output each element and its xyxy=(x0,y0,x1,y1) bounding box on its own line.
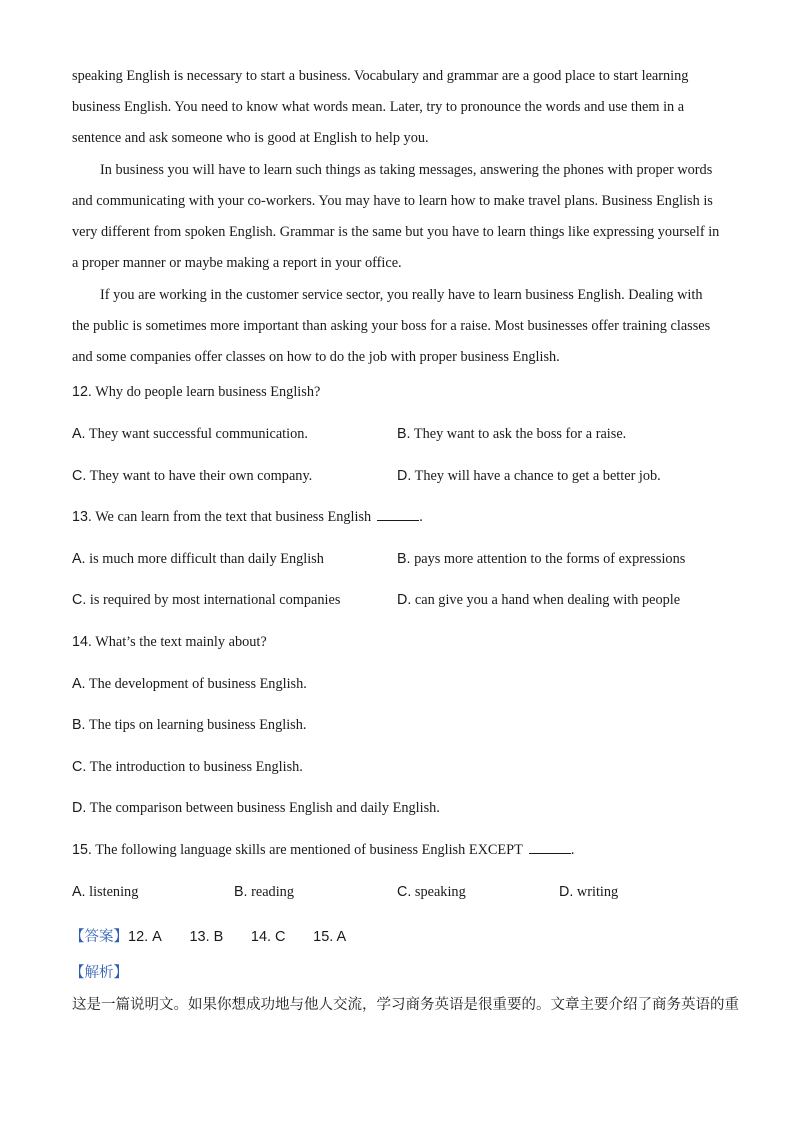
option-12-b xyxy=(397,426,626,443)
option-letter: A. xyxy=(72,676,86,692)
option-14-a xyxy=(72,676,307,693)
option-text: They will have a chance to get a better job. xyxy=(414,468,661,484)
option-letter: C. xyxy=(397,884,412,900)
option-12-d xyxy=(397,468,661,485)
question-12 xyxy=(72,384,320,401)
option-13-c xyxy=(72,592,340,609)
question-number: 13. xyxy=(72,509,92,525)
option-text: pays more attention to the forms of expressions xyxy=(414,551,686,567)
option-15-b xyxy=(234,884,294,901)
option-text: is much more difficult than daily English xyxy=(89,551,324,567)
option-14-d xyxy=(72,800,440,817)
option-letter: B. xyxy=(397,426,411,442)
question-13 xyxy=(72,509,423,526)
answer-label: 【答案】 xyxy=(70,929,128,945)
option-letter: C. xyxy=(72,759,87,775)
option-text: speaking xyxy=(414,884,466,900)
option-letter: C. xyxy=(72,592,87,608)
option-14-b xyxy=(72,717,306,734)
option-text: The development of business English. xyxy=(88,676,307,692)
option-text: reading xyxy=(251,884,294,900)
option-text: listening xyxy=(89,884,139,900)
option-text: The comparison between business English and daily English. xyxy=(89,800,440,816)
option-text: is required by most international companies xyxy=(89,592,341,608)
option-text: can give you a hand when dealing with people xyxy=(414,592,681,608)
option-15-d xyxy=(559,884,618,901)
option-12-c xyxy=(72,468,312,485)
option-13-b xyxy=(397,551,685,568)
answer-item: 14. C xyxy=(250,929,286,945)
question-14 xyxy=(72,634,267,651)
analysis-text: 这是一篇说明文。如果你想成功地与他人交流，学习商务英语是很重要的。文章主要介绍了商务英语的重 xyxy=(72,997,739,1013)
analysis-label: 【解析】 xyxy=(70,965,128,981)
option-text: writing xyxy=(576,884,619,900)
option-13-d xyxy=(397,592,680,609)
option-letter: B. xyxy=(234,884,248,900)
question-15 xyxy=(72,842,574,859)
question-number: 15. xyxy=(72,842,92,858)
answer-item: 13. B xyxy=(189,929,224,945)
option-13-a xyxy=(72,551,324,568)
option-letter: A. xyxy=(72,884,86,900)
option-letter: C. xyxy=(72,468,87,484)
option-text: The introduction to business English. xyxy=(89,759,303,775)
option-letter: D. xyxy=(397,468,412,484)
question-number: 12. xyxy=(72,384,92,400)
answer-blank xyxy=(529,842,571,854)
question-tail: . xyxy=(570,842,575,858)
question-tail: . xyxy=(419,509,423,525)
option-letter: B. xyxy=(397,551,411,567)
option-text: They want successful communication. xyxy=(88,426,309,442)
option-text: They want to have their own company. xyxy=(89,468,313,484)
option-letter: B. xyxy=(72,717,86,733)
answer-blank xyxy=(377,509,419,521)
option-letter: A. xyxy=(72,551,86,567)
option-letter: D. xyxy=(559,884,574,900)
option-text: The tips on learning business English. xyxy=(88,717,307,733)
option-12-a xyxy=(72,426,308,443)
question-stem: We can learn from the text that business English xyxy=(95,509,372,525)
question-stem: Why do people learn business English? xyxy=(95,384,321,400)
option-letter: D. xyxy=(72,800,87,816)
question-stem: The following language skills are mentioned of business English EXCEPT xyxy=(95,842,523,858)
option-14-c xyxy=(72,759,303,776)
passage-paragraph-2: In business you will have to learn such things as taking messages, answering the phones with proper words and communicating with your co-workers. You may have to learn how to make travel plans. Business English is very different from spoken English. Grammar is the same but you have to learn things like expressing yourself in a proper manner or maybe making a report in your office. xyxy=(72,162,720,271)
option-15-a xyxy=(72,884,138,901)
option-letter: A. xyxy=(72,426,86,442)
answer-item: 15. A xyxy=(313,929,347,945)
option-15-c xyxy=(397,884,466,901)
answer-line xyxy=(70,925,346,946)
passage-paragraph-3: If you are working in the customer service sector, you really have to learn business English. Dealing with the public is sometimes more important than asking your boss for a raise. Most businesses offer training classes and some companies offer classes on how to do the job with proper business English. xyxy=(72,287,711,365)
passage-paragraph-1: speaking English is necessary to start a business. Vocabulary and grammar are a good place to start learning business English. You need to know what words mean. Later, try to pronounce the words and use them in a sentence and ask someone who is good at English to help you. xyxy=(72,68,689,146)
option-letter: D. xyxy=(397,592,412,608)
question-stem: What’s the text mainly about? xyxy=(95,634,267,650)
answer-item: 12. A xyxy=(128,929,162,945)
option-text: They want to ask the boss for a raise. xyxy=(413,426,627,442)
question-number: 14. xyxy=(72,634,92,650)
analysis-heading xyxy=(70,961,128,982)
